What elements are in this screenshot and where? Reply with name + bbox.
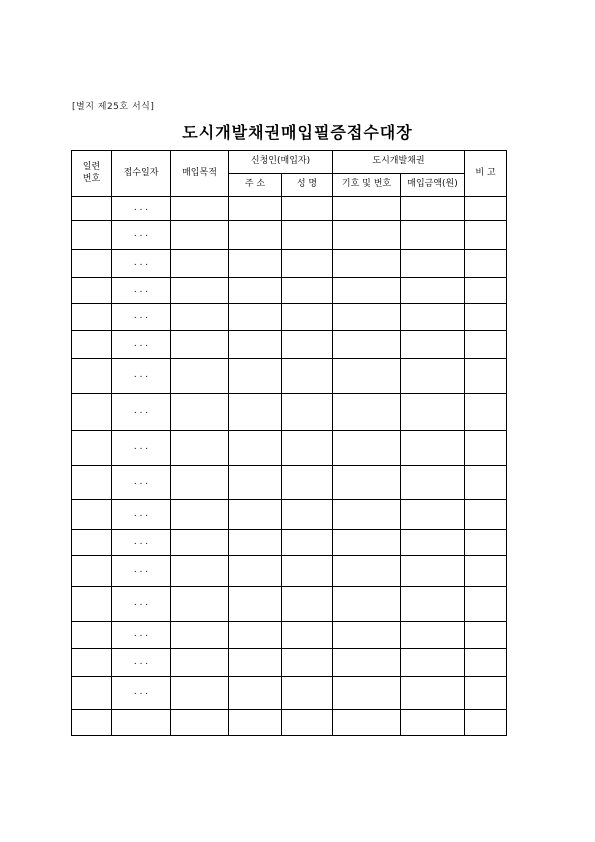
- document-title: 도시개발채권매입필증접수대장: [182, 123, 413, 142]
- amount-cell[interactable]: [401, 677, 465, 710]
- name-cell[interactable]: [282, 221, 333, 250]
- symbol-number-cell[interactable]: [333, 500, 401, 530]
- received-date-cell[interactable]: . . .: [112, 304, 171, 331]
- received-date-cell[interactable]: . . .: [112, 500, 171, 530]
- received-date-cell[interactable]: . . .: [112, 587, 171, 622]
- serial-cell[interactable]: [72, 556, 112, 587]
- symbol-number-cell[interactable]: [333, 677, 401, 710]
- symbol-number-cell[interactable]: [333, 394, 401, 431]
- serial-cell[interactable]: [72, 221, 112, 250]
- name-cell[interactable]: [282, 304, 333, 331]
- register-body: [72, 197, 507, 736]
- amount-cell[interactable]: [401, 250, 465, 278]
- address-cell[interactable]: [229, 278, 282, 304]
- remarks-cell[interactable]: [465, 622, 507, 649]
- purchase-amount-header: 매입금액(원): [401, 174, 465, 197]
- amount-cell[interactable]: [401, 530, 465, 556]
- symbol-number-cell[interactable]: [333, 710, 401, 736]
- address-cell[interactable]: [229, 556, 282, 587]
- name-cell[interactable]: [282, 278, 333, 304]
- remarks-cell[interactable]: [465, 466, 507, 500]
- serial-cell[interactable]: [72, 530, 112, 556]
- remarks-cell[interactable]: [465, 304, 507, 331]
- address-cell[interactable]: [229, 587, 282, 622]
- table-row: [72, 304, 507, 331]
- table-row: [72, 622, 507, 649]
- name-cell[interactable]: [282, 649, 333, 677]
- address-cell[interactable]: [229, 466, 282, 500]
- table-row: [72, 466, 507, 500]
- received-date-header: 접수일자: [112, 151, 171, 197]
- address-cell[interactable]: [229, 500, 282, 530]
- serial-cell[interactable]: [72, 304, 112, 331]
- remarks-cell[interactable]: [465, 197, 507, 221]
- received-date-cell[interactable]: . . .: [112, 649, 171, 677]
- purpose-cell[interactable]: [171, 278, 229, 304]
- address-cell[interactable]: [229, 431, 282, 466]
- symbol-number-cell[interactable]: [333, 250, 401, 278]
- remarks-cell[interactable]: [465, 587, 507, 622]
- name-cell[interactable]: [282, 500, 333, 530]
- purpose-cell[interactable]: [171, 530, 229, 556]
- symbol-number-cell[interactable]: [333, 649, 401, 677]
- remarks-cell[interactable]: [465, 250, 507, 278]
- form-number-label: [별지 제25호 서식]: [72, 102, 155, 112]
- symbol-number-cell[interactable]: [333, 197, 401, 221]
- received-date-cell[interactable]: . . .: [112, 221, 171, 250]
- purpose-cell[interactable]: [171, 197, 229, 221]
- table-row: [72, 587, 507, 622]
- name-cell[interactable]: [282, 530, 333, 556]
- address-cell[interactable]: [229, 710, 282, 736]
- table-row: [72, 221, 507, 250]
- purpose-cell[interactable]: [171, 250, 229, 278]
- amount-cell[interactable]: [401, 278, 465, 304]
- remarks-cell[interactable]: [465, 431, 507, 466]
- remarks-cell[interactable]: [465, 221, 507, 250]
- symbol-number-header: 기호 및 번호: [333, 174, 401, 197]
- serial-cell[interactable]: [72, 197, 112, 221]
- remarks-cell[interactable]: [465, 500, 507, 530]
- symbol-number-cell[interactable]: [333, 278, 401, 304]
- remarks-cell[interactable]: [465, 556, 507, 587]
- serial-cell[interactable]: [72, 278, 112, 304]
- amount-cell[interactable]: [401, 649, 465, 677]
- serial-cell[interactable]: [72, 431, 112, 466]
- purpose-cell[interactable]: [171, 677, 229, 710]
- table-row: [72, 556, 507, 587]
- symbol-number-cell[interactable]: [333, 304, 401, 331]
- table-row: [72, 394, 507, 431]
- received-date-cell[interactable]: . . .: [112, 250, 171, 278]
- register-table: [71, 150, 507, 736]
- purpose-cell[interactable]: [171, 587, 229, 622]
- name-cell[interactable]: [282, 466, 333, 500]
- name-cell[interactable]: [282, 622, 333, 649]
- purpose-cell[interactable]: [171, 500, 229, 530]
- amount-cell[interactable]: [401, 587, 465, 622]
- address-cell[interactable]: [229, 649, 282, 677]
- received-date-cell[interactable]: . . .: [112, 394, 171, 431]
- symbol-number-cell[interactable]: [333, 221, 401, 250]
- received-date-cell[interactable]: . . .: [112, 556, 171, 587]
- applicant-header: 신청인(매입자): [229, 151, 333, 174]
- purpose-cell[interactable]: [171, 622, 229, 649]
- remarks-cell[interactable]: [465, 530, 507, 556]
- amount-cell[interactable]: [401, 500, 465, 530]
- received-date-cell[interactable]: . . .: [112, 622, 171, 649]
- symbol-number-cell[interactable]: [333, 587, 401, 622]
- serial-cell[interactable]: [72, 500, 112, 530]
- purchase-purpose-header: 매입목적: [171, 151, 229, 197]
- received-date-cell[interactable]: [112, 710, 171, 736]
- amount-cell[interactable]: [401, 197, 465, 221]
- remarks-cell[interactable]: [465, 278, 507, 304]
- address-cell[interactable]: [229, 359, 282, 394]
- name-cell[interactable]: [282, 250, 333, 278]
- table-row: [72, 250, 507, 278]
- name-cell[interactable]: [282, 587, 333, 622]
- purpose-cell[interactable]: [171, 710, 229, 736]
- symbol-number-cell[interactable]: [333, 530, 401, 556]
- serial-cell[interactable]: [72, 359, 112, 394]
- name-cell[interactable]: [282, 710, 333, 736]
- remarks-cell[interactable]: [465, 649, 507, 677]
- serial-cell[interactable]: [72, 587, 112, 622]
- address-cell[interactable]: [229, 250, 282, 278]
- purpose-cell[interactable]: [171, 304, 229, 331]
- name-cell[interactable]: [282, 556, 333, 587]
- table-row: [72, 677, 507, 710]
- amount-cell[interactable]: [401, 359, 465, 394]
- name-cell[interactable]: [282, 359, 333, 394]
- name-header: 성 명: [282, 174, 333, 197]
- received-date-cell[interactable]: . . .: [112, 278, 171, 304]
- remarks-cell[interactable]: [465, 394, 507, 431]
- purpose-cell[interactable]: [171, 649, 229, 677]
- serial-cell[interactable]: [72, 466, 112, 500]
- serial-cell[interactable]: [72, 649, 112, 677]
- table-row: [72, 197, 507, 221]
- address-cell[interactable]: [229, 530, 282, 556]
- purpose-cell[interactable]: [171, 394, 229, 431]
- purpose-cell[interactable]: [171, 556, 229, 587]
- amount-cell[interactable]: [401, 710, 465, 736]
- amount-cell[interactable]: [401, 331, 465, 359]
- symbol-number-cell[interactable]: [333, 359, 401, 394]
- serial-cell[interactable]: [72, 677, 112, 710]
- received-date-cell[interactable]: . . .: [112, 197, 171, 221]
- table-row: [72, 649, 507, 677]
- symbol-number-cell[interactable]: [333, 556, 401, 587]
- address-cell[interactable]: [229, 331, 282, 359]
- amount-cell[interactable]: [401, 556, 465, 587]
- address-cell[interactable]: [229, 622, 282, 649]
- purpose-cell[interactable]: [171, 331, 229, 359]
- bond-header: 도시개발채권: [333, 151, 465, 174]
- received-date-cell[interactable]: . . .: [112, 677, 171, 710]
- name-cell[interactable]: [282, 331, 333, 359]
- name-cell[interactable]: [282, 197, 333, 221]
- received-date-cell[interactable]: . . .: [112, 530, 171, 556]
- serial-cell[interactable]: [72, 622, 112, 649]
- received-date-cell[interactable]: . . .: [112, 331, 171, 359]
- purpose-cell[interactable]: [171, 221, 229, 250]
- amount-cell[interactable]: [401, 394, 465, 431]
- remarks-cell[interactable]: [465, 359, 507, 394]
- address-cell[interactable]: [229, 394, 282, 431]
- received-date-cell[interactable]: . . .: [112, 359, 171, 394]
- address-header: 주 소: [229, 174, 282, 197]
- received-date-cell[interactable]: . . .: [112, 431, 171, 466]
- amount-cell[interactable]: [401, 221, 465, 250]
- amount-cell[interactable]: [401, 431, 465, 466]
- table-row: [72, 500, 507, 530]
- amount-cell[interactable]: [401, 466, 465, 500]
- amount-cell[interactable]: [401, 304, 465, 331]
- serial-cell[interactable]: [72, 331, 112, 359]
- purpose-cell[interactable]: [171, 431, 229, 466]
- name-cell[interactable]: [282, 677, 333, 710]
- table-row: [72, 278, 507, 304]
- serial-cell[interactable]: [72, 710, 112, 736]
- table-row: [72, 710, 507, 736]
- remarks-cell[interactable]: [465, 331, 507, 359]
- name-cell[interactable]: [282, 431, 333, 466]
- remarks-cell[interactable]: [465, 710, 507, 736]
- symbol-number-cell[interactable]: [333, 331, 401, 359]
- symbol-number-cell[interactable]: [333, 622, 401, 649]
- address-cell[interactable]: [229, 304, 282, 331]
- serial-cell[interactable]: [72, 250, 112, 278]
- table-row: [72, 331, 507, 359]
- purpose-cell[interactable]: [171, 466, 229, 500]
- remarks-cell[interactable]: [465, 677, 507, 710]
- table-row: [72, 431, 507, 466]
- table-row: [72, 530, 507, 556]
- purpose-cell[interactable]: [171, 359, 229, 394]
- serial-cell[interactable]: [72, 394, 112, 431]
- address-cell[interactable]: [229, 197, 282, 221]
- remarks-header: 비 고: [465, 151, 507, 197]
- symbol-number-cell[interactable]: [333, 431, 401, 466]
- address-cell[interactable]: [229, 677, 282, 710]
- serial-number-header: 일련 번호: [72, 151, 112, 197]
- address-cell[interactable]: [229, 221, 282, 250]
- table-row: [72, 359, 507, 394]
- name-cell[interactable]: [282, 394, 333, 431]
- received-date-cell[interactable]: . . .: [112, 466, 171, 500]
- symbol-number-cell[interactable]: [333, 466, 401, 500]
- amount-cell[interactable]: [401, 622, 465, 649]
